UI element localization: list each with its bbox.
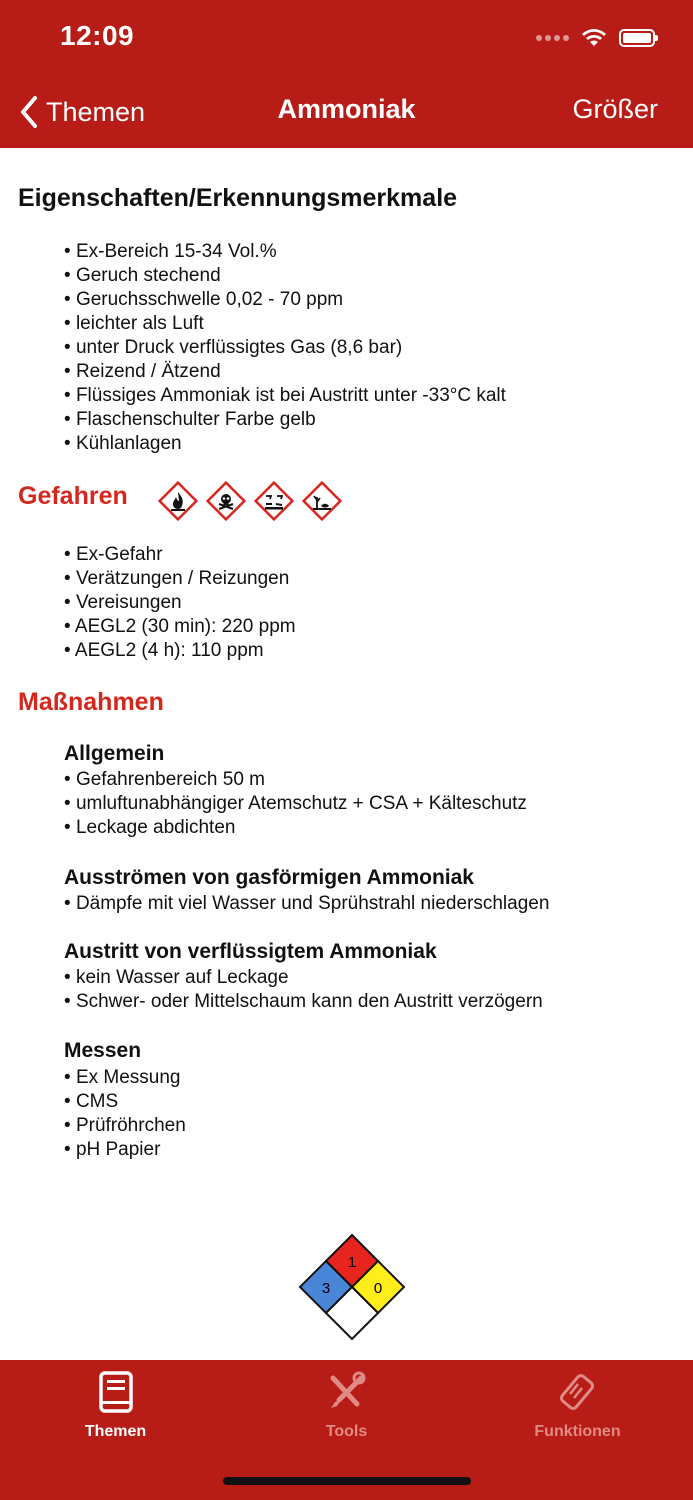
list-item: • Ex-Gefahr xyxy=(64,543,296,567)
list-item: • AEGL2 (4 h): 110 ppm xyxy=(64,639,296,663)
navigation-header xyxy=(0,0,693,148)
cellular-signal-icon xyxy=(536,35,569,41)
status-time: 12:09 xyxy=(60,20,135,51)
ausstroemen-list xyxy=(64,892,549,916)
list-item: • Gefahrenbereich 50 m xyxy=(64,768,527,792)
home-indicator xyxy=(223,1477,471,1485)
status-icons xyxy=(536,26,655,50)
section-title-eigenschaften: Eigenschaften/Erkennungsmerkmale xyxy=(18,184,458,212)
list-item: • Schwer- oder Mittelschaum kann den Austritt verzögern xyxy=(64,990,543,1014)
list-item: • AEGL2 (30 min): 220 ppm xyxy=(64,615,296,639)
environment-icon xyxy=(302,481,342,521)
list-item: • Verätzungen / Reizungen xyxy=(64,567,296,591)
tab-themen[interactable] xyxy=(0,1370,231,1441)
tools-icon xyxy=(327,1370,367,1414)
skull-icon xyxy=(206,481,246,521)
subheading-ausstroemen: Ausströmen von gasförmigen Ammoniak xyxy=(64,866,474,889)
page-title: Ammoniak xyxy=(277,94,416,124)
list-item: • Flaschenschulter Farbe gelb xyxy=(64,408,506,432)
list-item: • Dämpfe mit viel Wasser und Sprühstrahl niederschlagen xyxy=(64,892,549,916)
nfpa-health-value: 3 xyxy=(321,1280,331,1297)
ghs-pictograms xyxy=(158,481,342,521)
list-item: • Flüssiges Ammoniak ist bei Austritt unter -33°C kalt xyxy=(64,384,506,408)
list-item: • leichter als Luft xyxy=(64,312,506,336)
subheading-messen: Messen xyxy=(64,1039,142,1062)
section-title-massnahmen: Maßnahmen xyxy=(18,688,164,716)
tab-label: Themen xyxy=(84,1423,147,1440)
tab-label: Funktionen xyxy=(534,1423,621,1440)
list-item: • unter Druck verflüssigtes Gas (8,6 bar) xyxy=(64,336,506,360)
austritt-list xyxy=(64,966,543,1014)
tab-tools[interactable] xyxy=(231,1370,462,1441)
messen-list xyxy=(64,1066,186,1162)
nfpa-instability-value: 0 xyxy=(373,1280,383,1297)
tab-funktionen[interactable] xyxy=(462,1370,693,1441)
back-button-label: Themen xyxy=(46,96,146,127)
list-item: • Leckage abdichten xyxy=(64,816,527,840)
flame-icon xyxy=(158,481,198,521)
list-item: • Kühlanlagen xyxy=(64,432,506,456)
subheading-allgemein: Allgemein xyxy=(64,742,165,765)
subheading-austritt: Austritt von verflüssigtem Ammoniak xyxy=(64,940,437,963)
corrosion-icon xyxy=(254,481,294,521)
list-item: • CMS xyxy=(64,1090,186,1114)
list-item: • kein Wasser auf Leckage xyxy=(64,966,543,990)
list-item: • Ex Messung xyxy=(64,1066,186,1090)
list-item: • Geruch stechend xyxy=(64,264,506,288)
list-item: • umluftunabhängiger Atemschutz + CSA + Kälteschutz xyxy=(64,792,527,816)
list-item: • Reizend / Ätzend xyxy=(64,360,506,384)
list-item: • Ex-Bereich 15-34 Vol.% xyxy=(64,240,506,264)
section-title-gefahren: Gefahren xyxy=(18,482,128,510)
list-item: • Geruchsschwelle 0,02 - 70 ppm xyxy=(64,288,506,312)
book-icon xyxy=(98,1370,134,1414)
larger-text-button[interactable]: Größer xyxy=(572,94,658,124)
nfpa-diamond xyxy=(298,1233,406,1341)
wifi-icon xyxy=(581,28,607,48)
list-item: • Prüfröhrchen xyxy=(64,1114,186,1138)
battery-icon xyxy=(619,29,655,47)
tab-label: Tools xyxy=(325,1423,368,1440)
list-item: • pH Papier xyxy=(64,1138,186,1162)
gefahren-list xyxy=(64,543,296,663)
list-item: • Vereisungen xyxy=(64,591,296,615)
nfpa-flammability-value: 1 xyxy=(347,1254,357,1271)
allgemein-list xyxy=(64,768,527,840)
eigenschaften-list xyxy=(64,240,506,456)
function-icon xyxy=(556,1370,600,1414)
